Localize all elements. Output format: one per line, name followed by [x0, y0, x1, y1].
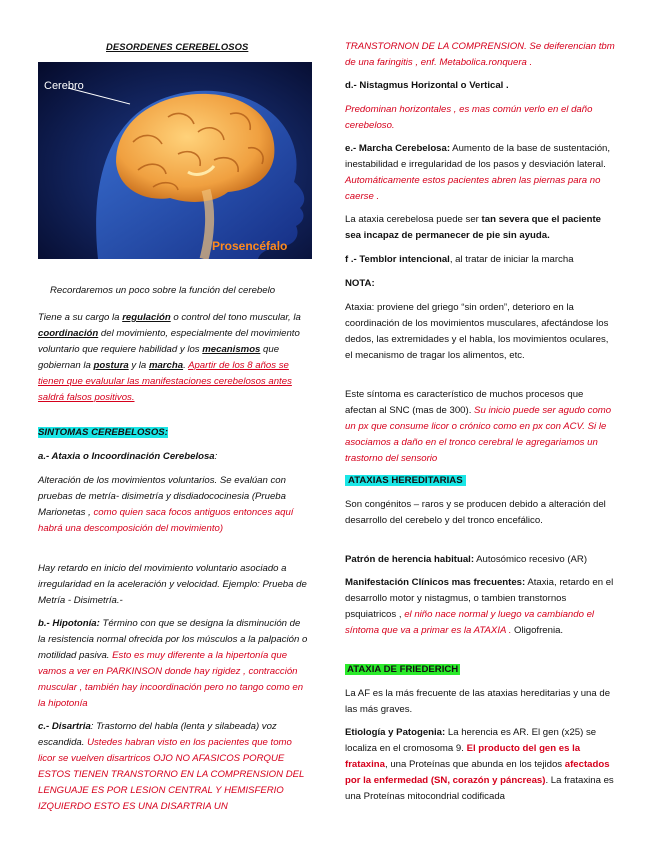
keyword-postura: postura	[93, 360, 129, 372]
temblor-paragraph: f .- Temblor intencional, al tratar de iniciar la marcha	[345, 254, 574, 265]
sintomas-heading: SINTOMAS CEREBELOSOS:	[38, 427, 168, 438]
manifestacion-paragraph: Manifestación Clínicos mas frecuentes: Ataxia, retardo en el desarrollo motor y nistagmus, o tambien transtornos psquiatricos , el niño nace normal y luego va cambiando el síntoma que va a primar es la ATAXIA . Oligofrenia.	[345, 577, 614, 637]
ataxia-heading: a.- Ataxia o Incoordinación Cerebelosa:	[38, 451, 218, 462]
intro-paragraph: Tiene a su cargo la regulación o control del tono muscular, la coordinación del movimiento, especialmente del movimiento voluntario que requiere habilidad y los mecanismos que gobiernan la postura y la marcha. Apartir de los 8 años se tienen que evaluular las manifestaciones cerebelosos antes saldrá falsos positivos.	[38, 312, 301, 404]
patron-paragraph: Patrón de herencia habitual: Autosómico recesivo (AR)	[345, 554, 588, 565]
prosencefalo-label: Prosencéfalo	[212, 239, 288, 253]
cerebro-label: Cerebro	[44, 80, 84, 92]
etiologia-paragraph: Etiología y Patogenia: La herencia es AR. El gen (x25) se localiza en el cromosoma 9. El producto del gen es la frataxina, una Proteínas que abunda en los tejidos afectados por la enfermedad (SN, corazón y páncreas). La frataxina es una Proteínas mitocondrial codificada	[345, 727, 614, 803]
alteracion-paragraph: Alteración de los movimientos voluntarios. Se evalúan con pruebas de metría- disimetría y disdiadococinesia (Prueba Marionetas , como quien saca focos antiguos entonces aquí habrá una descomposición del movimiento)	[38, 475, 294, 535]
hereditarias-heading: ATAXIAS HEREDITARIAS	[345, 473, 466, 489]
keyword-marcha: marcha	[148, 360, 184, 372]
nistagmus-note: Predominan horizontales , es mas común verlo en el daño cerebeloso.	[345, 104, 593, 132]
marcha-paragraph: e.- Marcha Cerebelosa: Aumento de la base de sustentación, inestabilidad e irregularidad de los pasos y desviación lateral. Automáticamente estos pacientes abren las piernas para no caerse .	[345, 143, 611, 203]
nistagmus-heading: d.- Nistagmus Horizontal o Vertical .	[345, 80, 509, 91]
continuation-red-paragraph: TRANSTORNON DE LA COMPRENSION. Se deiferencian tbm de una faringitis , enf. Metabolica.ronquera .	[345, 41, 615, 69]
ataxia-severa-paragraph: La ataxia cerebelosa puede ser tan severa que el paciente sea incapaz de permanecer de pie sin ayuda.	[345, 214, 601, 242]
retardo-paragraph: Hay retardo en inicio del movimiento voluntario asociado a irregularidad en la aceleración y velocidad. Ejemplo: Prueba de Metría - Disimetría.-	[38, 563, 307, 607]
figure-caption: Recordaremos un poco sobre la función del cerebelo	[50, 285, 276, 296]
sintoma-paragraph: Este síntoma es característico de muchos procesos que afectan al SNC (mas de 300). Su inicio puede ser agudo como un px que consume licor o crónico como en px con ACV. Si le asociamos a daño en el tronco cerebral le agregariamos un trastorno del sensorio	[345, 389, 612, 465]
af-paragraph: La AF es la más frecuente de las ataxias hereditarias y una de las más graves.	[345, 688, 611, 716]
keyword-mecanismos: mecanismos	[202, 344, 261, 356]
intro-red-note: Apartir de los 8 años se tienen que evaluular las manifestaciones cerebelosos antes saldrá falsos positivos.	[38, 360, 292, 404]
ataxia-definition: Ataxia: proviene del griego “sin orden”, deterioro en la coordinación de los movimientos musculares, afectándose los dedos, las extremidades y el habla, los movimientos oculares, el mecanismo de tragar los alimentos, etc.	[345, 302, 609, 362]
friederich-heading: ATAXIA DE FRIEDERICH	[347, 664, 459, 675]
nota-heading: NOTA:	[345, 278, 375, 289]
hipotonia-paragraph: b.- Hipotonía: Término con que se designa la disminución de la resistencia normal ofrecida por los músculos a la palpación o motilidad pasiva. Esto es muy diferente a la hipertonía que vamos a ver en PARKINSON donde hay rigidez , contracción muscular , también hay incoordinación pero no tango como en la hipotonía	[38, 618, 308, 710]
brain-figure	[38, 62, 312, 259]
disartria-paragraph: c.- Disartria: Trastorno del habla (lenta y silabeada) voz escandida. Ustedes habran visto en los pacientes que tomo licor se vuelven disartricos OJO NO AFASICOS PORQUE ESTOS TIENEN TRANSTORNO EN LA COMPRENSION DEL LENGUAJE ES POR LESION CENTRAL Y HEMISFERIO IZQUIERDO ESTO ES UNA DISARTRIA UN	[38, 721, 305, 813]
congenitos-paragraph: Son congénitos – raros y se producen debido a alteración del desarrollo del cerebelo y del tronco encefálico.	[345, 499, 606, 527]
keyword-regulacion: regulación	[122, 312, 171, 323]
page-title: DESORDENES CEREBELOSOS	[106, 41, 249, 52]
brain-head-illustration	[38, 62, 312, 259]
keyword-coordinacion: coordinación	[38, 328, 99, 340]
